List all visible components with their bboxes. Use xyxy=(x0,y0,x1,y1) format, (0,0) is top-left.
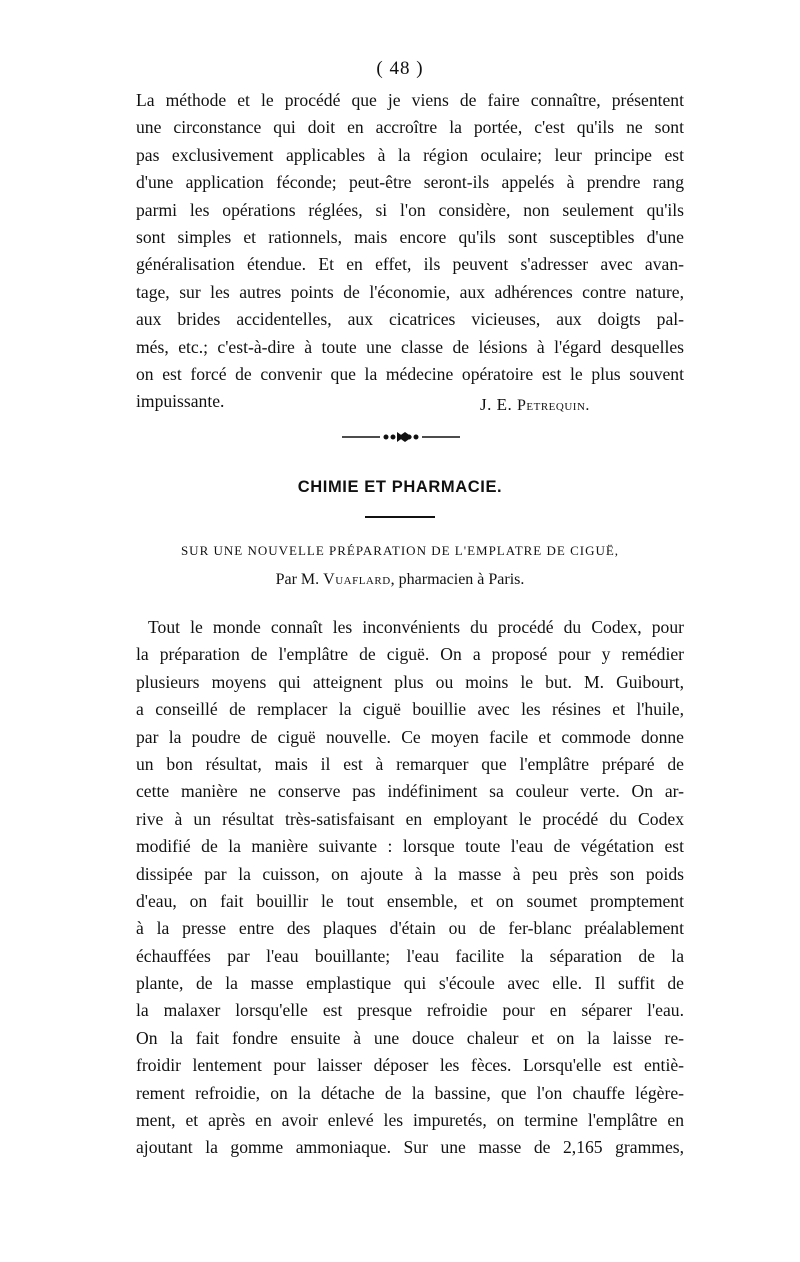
article-byline xyxy=(0,571,800,589)
text-line: pas exclusivement applicables à la région oculaire; leur principe est xyxy=(136,144,684,165)
intro-paragraph xyxy=(136,87,684,416)
text-line: La méthode et le procédé que je viens de faire connaître, présentent xyxy=(136,90,684,110)
page-number: ( 48 ) xyxy=(376,58,424,79)
text-line: sont simples et rationnels, mais encore qu'ils sont susceptibles d'une xyxy=(136,226,684,247)
article-title: SUR UNE NOUVELLE PRÉPARATION DE L'EMPLATRE DE CIGUË, xyxy=(180,543,620,558)
article-body xyxy=(136,614,684,1162)
byline-prefix: Par M. xyxy=(275,571,320,588)
signature-initials: J. E. xyxy=(480,395,513,414)
text-line: un bon résultat, mais il est à remarquer que l'emplâtre préparé de xyxy=(136,753,684,774)
text-line: on est forcé de convenir que la médecine opératoire est le plus souvent xyxy=(136,363,684,384)
ornament-divider-icon xyxy=(342,430,460,444)
text-line: tage, sur les autres points de l'économie, aux adhérences contre nature, xyxy=(136,281,684,302)
text-line: généralisation étendue. Et en effet, ils peuvent s'adresser avec avan- xyxy=(136,254,684,275)
byline-suffix: , pharmacien à Paris. xyxy=(390,571,525,588)
text-line: rive à un résultat très-satisfaisant en employant le procédé du Codex xyxy=(136,808,684,829)
text-line: aux brides accidentelles, aux cicatrices vicieuses, aux doigts pal- xyxy=(136,309,684,330)
author-signature xyxy=(480,395,590,415)
text-line: une circonstance qui doit en accroître la portée, c'est qu'ils ne sont xyxy=(136,117,684,138)
section-heading: CHIMIE ET PHARMACIE. xyxy=(297,478,503,496)
text-line: ajoutant la gomme ammoniaque. Sur une masse de 2,165 grammes, xyxy=(136,1137,684,1158)
text-line: més, etc.; c'est-à-dire à toute une classe de lésions à l'égard desquelles xyxy=(136,336,684,357)
text-line: a conseillé de remplacer la ciguë bouillie avec les résines et l'huile, xyxy=(136,699,684,720)
text-line: cette manière ne conserve pas indéfiniment sa couleur verte. On ar- xyxy=(136,781,684,802)
text-line: la préparation de l'emplâtre de ciguë. On a proposé pour y remédier xyxy=(136,644,684,665)
text-line: froidir lentement pour laisser déposer les fèces. Lorsqu'elle est entiè- xyxy=(136,1055,684,1076)
text-line: plusieurs moyens qui atteignent plus ou moins le but. M. Guibourt, xyxy=(136,671,684,692)
section-rule xyxy=(365,516,435,518)
text-line: échauffées par l'eau bouillante; l'eau facilite la séparation de la xyxy=(136,945,684,966)
text-line: d'eau, on fait bouillir le tout ensemble, et on soumet promptement xyxy=(136,890,684,911)
text-line: parmi les opérations réglées, si l'on considère, non seulement qu'ils xyxy=(136,199,684,220)
text-line: impuissante. xyxy=(136,391,225,412)
text-line: plante, de la masse emplastique qui s'écoule avec elle. Il suffit de xyxy=(136,973,684,994)
text-line: la malaxer lorsqu'elle est presque refroidie pour en séparer l'eau. xyxy=(136,1000,684,1021)
text-line: Tout le monde connaît les inconvénients du procédé du Codex, pour xyxy=(148,617,684,637)
text-line: par la poudre de ciguë nouvelle. Ce moyen facile et commode donne xyxy=(136,726,684,747)
text-line: d'une application féconde; peut-être seront-ils appelés à prendre rang xyxy=(136,172,684,193)
text-line: dissipée par la cuisson, on ajoute à la masse à peu près son poids xyxy=(136,863,684,884)
text-line: à la presse entre des plaques d'étain ou de fer-blanc préalablement xyxy=(136,918,684,939)
text-line: rement refroidie, on la détache de la bassine, que l'on chauffe légère- xyxy=(136,1082,684,1103)
byline-author: Vuaflard xyxy=(323,571,391,588)
text-line: On la fait fondre ensuite à une douce chaleur et on la laisse re- xyxy=(136,1027,684,1048)
signature-surname: Petrequin. xyxy=(517,397,590,414)
text-line: modifié de la manière suivante : lorsque toute l'eau de végétation est xyxy=(136,836,684,857)
text-line: ment, et après en avoir enlevé les impuretés, on termine l'emplâtre en xyxy=(136,1110,684,1131)
